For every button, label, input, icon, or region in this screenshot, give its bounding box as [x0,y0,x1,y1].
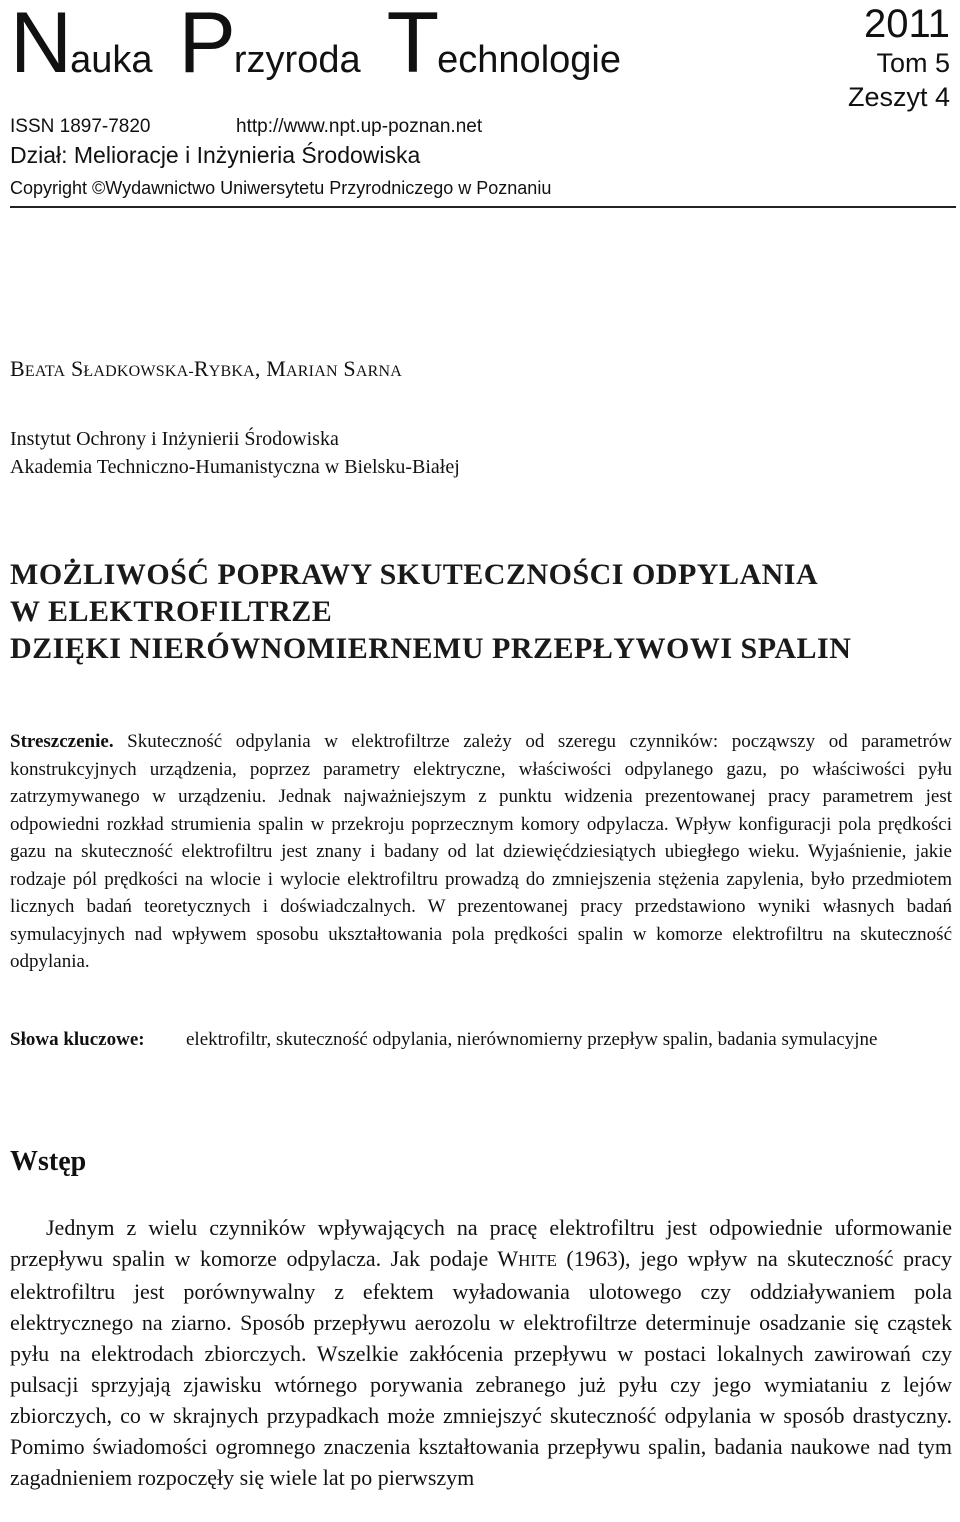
author-1: BEATA SŁADKOWSKA-RYBKA [10,356,255,381]
journal-title [10,0,647,91]
intro-paragraph: Jednym z wielu czynników wpływających na pracę elektrofiltru jest odpowiednie uformowanie przepływu spalin w komorze odpylacza. Jak podaje WHITE (1963), jego wpływ na skuteczność pracy elektrofiltru jest porównywalny z efektem wyładowania ulotowego czy oddziaływaniem pola elektrycznego na ziarno. Sposób przepływu aerozolu w elektrofiltrze determinuje osadzanie się cząstek pyłu na elektrodach zbiorczych. Wszelkie zakłócenia przepływu w postaci lokalnych zawirowań czy pulsacji sprzyjają zjawisku wtórnego porywania zebranego już pyłu czy jego wymiataniu z lejów zbiorczych, co w skrajnych przypadkach może zmniejszyć skuteczność odpylania w sposób drastyczny. Pomimo świadomości ogromnego znaczenia kształtowania przepływu spalin, badania naukowe nad tym zagadnieniem rozpoczęły się wiele lat po pierwszym [10,1215,952,1490]
abstract-text: Skuteczność odpylania w elektrofiltrze zależy od szeregu czynników: począwszy od parametrów konstrukcyjnych urządzenia, poprzez parametry elektryczne, właściwości odpylanego gazu, po właściwości pyłu zatrzymywanego w urządzeniu. Jednak najważniejszym z punktu widzenia prezentowanej pracy parametrem jest odpowiedni rozkład strumienia spalin w przekroju poprzecznym komory odpylacza. Wpływ konfiguracji pola prędkości gazu na skuteczność elektrofiltru jest znany i badany od lat dziewięćdziesiątych ubiegłego wieku. Wyjaśnienie, jakie rodzaje pól prędkości na wlocie i wylocie elektrofiltru prowadzą do zmniejszenia stężenia zapylenia, było przedmiotem licznych badań teoretycznych i doświadczalnych. W prezentowanej pracy przedstawiono wyniki własnych badań symulacyjnych nad wpływem sposobu ukształtowania pola prędkości spalin w komorze elektrofiltru na skuteczność odpylania. [10,731,953,972]
journal-section: Dział: Melioracje i Inżynieria Środowiska [10,142,421,168]
journal-volume: Tom 5 [876,48,950,78]
affiliation-university: Akademia Techniczno-Humanistyczna w Bielsku-Białej [10,456,460,478]
author-2: MARIAN SARNA [266,356,402,381]
journal-title-word-1: Nauka [10,0,153,91]
paper-title-line-3: DZIĘKI NIERÓWNOMIERNEMU PRZEPŁYWOWI SPALIN [10,632,852,665]
affiliation-institute: Instytut Ochrony i Inżynierii Środowiska [10,428,339,450]
abstract-label: Streszczenie. [10,731,114,752]
section-heading: Wstęp [10,1146,87,1177]
journal-masthead [10,0,950,210]
copyright-notice: Copyright ©Wydawnictwo Uniwersytetu Przyrodniczego w Poznaniu [10,178,552,198]
citation-author: WHITE [497,1246,557,1271]
journal-url[interactable]: http://www.npt.up-poznan.net [236,116,483,137]
author-list: BEATA SŁADKOWSKA-RYBKA, MARIAN SARNA [10,356,402,381]
keywords-text: elektrofiltr, skuteczność odpylania, nierównomierny przepływ spalin, badania symulacyjne [186,1029,878,1050]
journal-issue: Zeszyt 4 [847,82,950,112]
paper-title-line-1: MOŻLIWOŚĆ POPRAWY SKUTECZNOŚCI ODPYLANIA [10,558,819,591]
issn: ISSN 1897-7820 [10,116,151,137]
abstract [10,728,952,976]
keywords-label: Słowa kluczowe: [10,1029,145,1050]
journal-year: 2011 [863,2,950,46]
paper-title-line-2: W ELEKTROFILTRZE [10,595,333,628]
journal-title-word-2: Przyroda [178,0,361,91]
journal-title-word-3: Technologie [386,0,621,91]
header-divider [10,206,956,208]
